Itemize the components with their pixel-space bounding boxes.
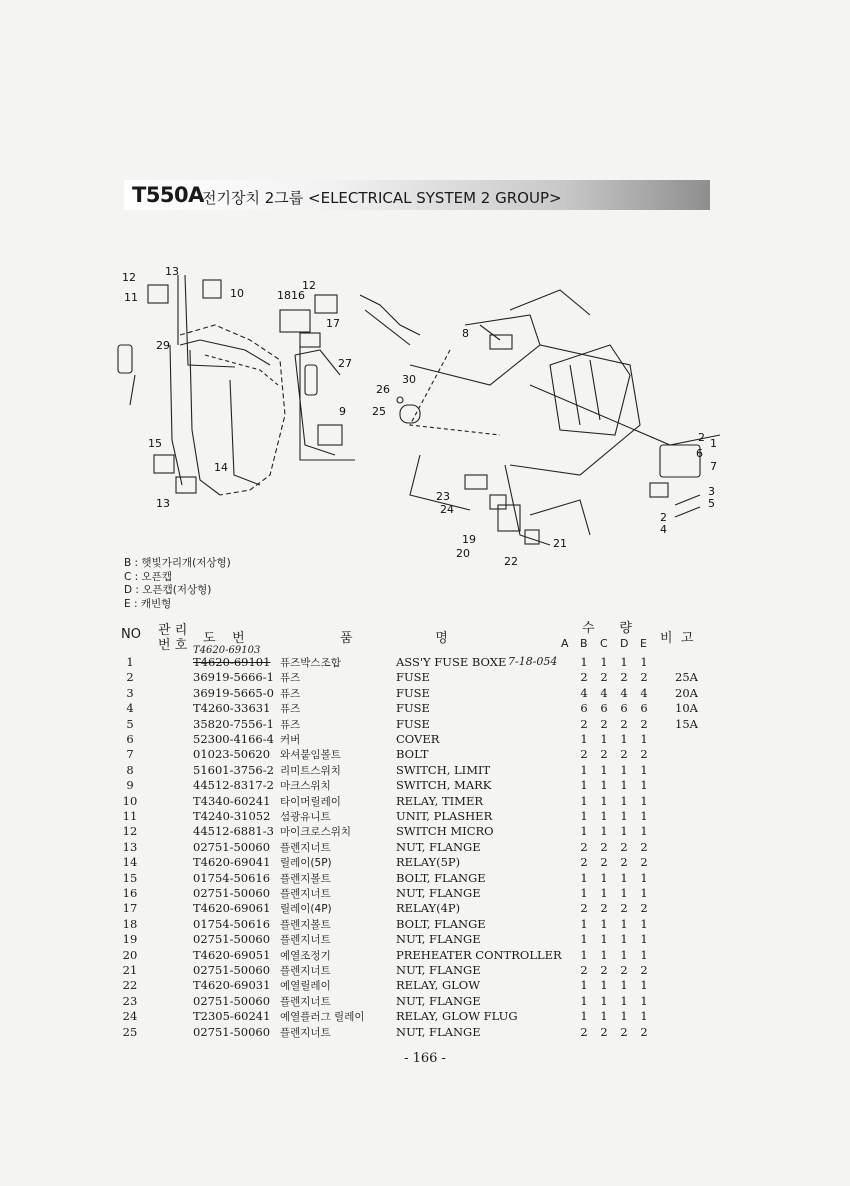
row-number: 10	[122, 793, 138, 808]
part-name-english: BOLT, FLANGE	[396, 916, 486, 931]
callout-3: 3	[708, 485, 715, 498]
quantity: 1	[600, 916, 608, 931]
quantity: 1	[620, 916, 628, 931]
row-number: 1	[126, 655, 134, 669]
header-qty: 수 량	[582, 621, 632, 636]
header-col-a: A	[561, 637, 569, 650]
callout-2a: 2	[698, 431, 705, 444]
part-name-korean: 예열릴레이	[280, 980, 331, 993]
part-name-korean: 타이머릴레이	[280, 795, 341, 808]
header-remark: 비 고	[660, 631, 694, 646]
quantity: 1	[640, 793, 648, 808]
row-number: 8	[126, 762, 134, 777]
quantity: 1	[640, 947, 648, 962]
callout-5: 5	[708, 497, 715, 510]
part-name-korean: 와셔붙임볼트	[280, 749, 341, 762]
quantity: 1	[580, 762, 588, 777]
quantity: 2	[580, 747, 588, 762]
part-name-english: NUT, FLANGE	[396, 1024, 481, 1039]
quantity: 1	[600, 993, 608, 1008]
callout-4: 4	[660, 523, 667, 536]
callout-30: 30	[402, 373, 416, 386]
quantity: 1	[620, 655, 628, 669]
callout-9: 9	[339, 405, 346, 418]
remark: 10A	[675, 701, 698, 716]
part-number: T4620-69061	[193, 901, 271, 916]
part-name-english: NUT, FLANGE	[396, 963, 481, 977]
part-name-english: FUSE	[396, 685, 430, 700]
quantity: 1	[620, 778, 628, 793]
part-name-english: NUT, FLANGE	[396, 932, 481, 947]
callout-13: 13	[165, 265, 179, 278]
quantity: 6	[580, 701, 588, 716]
quantity: 1	[600, 793, 608, 808]
part-name-english: BOLT, FLANGE	[396, 870, 486, 885]
row-number: 22	[122, 978, 138, 993]
legend-item: D : 오픈캡(저상형)	[124, 584, 212, 596]
callout-12b: 12	[302, 279, 316, 292]
quantity: 1	[600, 1009, 608, 1024]
row-number: 18	[122, 916, 138, 931]
part-name-korean: 플렌지너트	[280, 965, 331, 977]
quantity: 1	[580, 870, 588, 885]
quantity: 1	[600, 732, 608, 746]
part-name-korean: 마크스위치	[280, 780, 331, 793]
callout-19: 18	[277, 289, 291, 302]
part-number: 36919-5665-0	[193, 685, 274, 700]
part-name-korean: 릴레이(5P)	[280, 857, 332, 870]
header-col-d: D	[620, 637, 629, 650]
row-number: 15	[122, 870, 138, 885]
callout-22: 21	[553, 537, 567, 550]
legend-item: B : 햇빛가리개(저상형)	[124, 557, 231, 569]
header-name: 품 명	[340, 631, 448, 646]
callout-23: 22	[504, 555, 518, 568]
part-name-korean: 플렌지너트	[280, 841, 331, 854]
part-number: 02751-50060	[193, 963, 271, 977]
quantity: 2	[620, 839, 628, 854]
quantity: 2	[600, 839, 608, 854]
row-number: 2	[126, 670, 134, 685]
part-number: 02751-50060	[193, 886, 271, 900]
row-number: 13	[122, 839, 138, 854]
quantity: 1	[620, 932, 628, 947]
part-name-korean: 플렌지너트	[280, 888, 331, 900]
part-name-english: ASS'Y FUSE BOXE	[396, 655, 507, 669]
quantity: 1	[640, 778, 648, 793]
quantity: 1	[640, 993, 648, 1008]
part-name-english: NUT, FLANGE	[396, 886, 481, 900]
quantity: 6	[620, 701, 628, 716]
section-title: 전기장치 2그룹 <ELECTRICAL SYSTEM 2 GROUP>	[202, 189, 562, 207]
part-number: 52300-4166-4	[193, 732, 274, 746]
quantity: 1	[620, 809, 628, 823]
part-name-korean: 플렌지볼트	[280, 872, 331, 885]
row-number: 9	[126, 778, 134, 793]
quantity: 1	[600, 947, 608, 962]
row-number: 5	[126, 716, 134, 731]
part-name-korean: 섬광유니트	[280, 811, 331, 823]
part-name-english: SWITCH MICRO	[396, 824, 494, 839]
part-number: 02751-50060	[193, 932, 271, 947]
quantity: 2	[600, 670, 608, 685]
part-number: 44512-6881-3	[193, 824, 274, 839]
part-number: T4620-69031	[193, 978, 271, 993]
header-col-c: C	[600, 637, 608, 650]
quantity: 1	[580, 824, 588, 839]
part-name-english: NUT, FLANGE	[396, 839, 481, 854]
part-name-english: RELAY, TIMER	[396, 793, 483, 808]
quantity: 2	[580, 901, 588, 916]
quantity: 2	[600, 855, 608, 870]
quantity: 1	[620, 793, 628, 808]
callout-17: 16	[291, 289, 305, 302]
quantity: 2	[620, 716, 628, 731]
callout-20: 19	[462, 533, 476, 546]
row-number: 25	[122, 1024, 138, 1039]
part-name-korean: 마이크로스위치	[280, 826, 352, 839]
part-number: T4240-31052	[193, 809, 271, 823]
quantity: 1	[620, 947, 628, 962]
quantity: 2	[620, 901, 628, 916]
part-name-english: PREHEATER CONTROLLER	[396, 947, 562, 962]
quantity: 1	[640, 870, 648, 885]
quantity: 1	[600, 655, 608, 669]
quantity: 4	[580, 685, 588, 700]
quantity: 2	[640, 716, 648, 731]
part-name-english: RELAY, GLOW	[396, 978, 481, 993]
quantity: 2	[640, 963, 648, 977]
row-number: 23	[122, 993, 138, 1008]
callout-15: 14	[214, 461, 228, 474]
part-name-english: RELAY(4P)	[396, 901, 461, 916]
row-number: 20	[122, 947, 138, 962]
quantity: 1	[600, 762, 608, 777]
quantity: 1	[600, 978, 608, 993]
callout-16: 15	[148, 437, 162, 450]
quantity: 1	[600, 809, 608, 823]
model-code: T550A	[132, 183, 204, 207]
part-number: T4620-69051	[193, 947, 271, 962]
handwritten-side-note: 7-18-054	[508, 655, 558, 668]
row-number: 19	[122, 932, 138, 947]
quantity: 2	[640, 839, 648, 854]
callout-10: 10	[230, 287, 244, 300]
part-name-korean: 릴레이(4P)	[280, 903, 332, 916]
quantity: 2	[580, 855, 588, 870]
quantity: 1	[580, 732, 588, 746]
row-number: 21	[122, 963, 138, 977]
header-col-b: B	[580, 637, 588, 650]
quantity: 1	[580, 978, 588, 993]
quantity: 2	[620, 1024, 628, 1039]
quantity: 1	[600, 886, 608, 900]
callout-28: 27	[338, 357, 352, 370]
header-mgmt-1: 관 리	[158, 623, 188, 638]
quantity: 1	[620, 732, 628, 746]
quantity: 1	[640, 978, 648, 993]
row-number: 6	[126, 732, 134, 746]
quantity: 2	[580, 716, 588, 731]
handwritten-part-note: T4620-69103	[193, 645, 261, 656]
quantity: 1	[640, 824, 648, 839]
quantity: 1	[620, 993, 628, 1008]
quantity: 2	[640, 670, 648, 685]
part-name-english: RELAY, GLOW FLUG	[396, 1009, 518, 1024]
quantity: 1	[620, 870, 628, 885]
quantity: 1	[640, 762, 648, 777]
part-number: 01754-50616	[193, 870, 271, 885]
quantity: 1	[580, 809, 588, 823]
part-name-korean: 리미트스위치	[280, 764, 341, 777]
part-name-korean: 퓨즈	[280, 687, 301, 700]
quantity: 1	[600, 932, 608, 947]
quantity: 1	[620, 824, 628, 839]
quantity: 1	[640, 932, 648, 947]
part-name-korean: 플렌지너트	[280, 995, 331, 1008]
row-number: 12	[122, 824, 138, 839]
quantity: 4	[600, 685, 608, 700]
quantity: 1	[620, 886, 628, 900]
part-name-english: NUT, FLANGE	[396, 993, 481, 1008]
row-number: 7	[126, 747, 134, 762]
callout-24: 23	[436, 490, 450, 503]
part-number: T4620-69101	[193, 655, 271, 669]
quantity: 2	[580, 1024, 588, 1039]
quantity: 2	[640, 747, 648, 762]
quantity: 2	[620, 747, 628, 762]
row-number: 11	[122, 809, 138, 823]
part-name-korean: 플렌지너트	[280, 934, 331, 947]
exploded-parts-diagram	[110, 255, 730, 575]
callout-7: 7	[710, 460, 717, 473]
quantity: 2	[600, 901, 608, 916]
header-no: NO	[121, 627, 141, 642]
quantity: 4	[620, 685, 628, 700]
remark: 15A	[675, 716, 698, 731]
part-name-korean: 예열플러그 릴레이	[280, 1011, 365, 1024]
quantity: 1	[640, 1009, 648, 1024]
callout-12a: 12	[122, 271, 136, 284]
quantity: 2	[580, 963, 588, 977]
remark: 20A	[675, 685, 698, 700]
part-number: 51601-3756-2	[193, 762, 274, 777]
quantity: 6	[600, 701, 608, 716]
callout-26: 25	[372, 405, 386, 418]
quantity: 1	[580, 886, 588, 900]
quantity: 1	[580, 993, 588, 1008]
quantity: 2	[620, 670, 628, 685]
callout-27: 26	[376, 383, 390, 396]
quantity: 1	[640, 916, 648, 931]
quantity: 6	[640, 701, 648, 716]
row-number: 16	[122, 886, 138, 900]
row-number: 24	[122, 1009, 138, 1024]
callout-29: 29	[156, 339, 170, 352]
part-name-english: FUSE	[396, 701, 430, 716]
quantity: 2	[600, 963, 608, 977]
remark: 25A	[675, 670, 698, 685]
quantity: 1	[620, 978, 628, 993]
quantity: 2	[640, 855, 648, 870]
callout-14: 13	[156, 497, 170, 510]
quantity: 1	[640, 886, 648, 900]
quantity: 2	[640, 1024, 648, 1039]
part-name-korean: 플렌지볼트	[280, 918, 331, 931]
quantity: 2	[600, 747, 608, 762]
part-number: 35820-7556-1	[193, 716, 274, 731]
callout-6: 6	[696, 447, 703, 460]
part-name-english: SWITCH, LIMIT	[396, 762, 491, 777]
part-number: T4260-33631	[193, 701, 271, 716]
header-part-no: 도 번	[203, 631, 245, 646]
quantity: 2	[640, 901, 648, 916]
part-name-korean: 퓨즈	[280, 672, 301, 685]
part-name-korean: 커버	[280, 734, 301, 746]
callout-25: 24	[440, 503, 454, 516]
legend-item: C : 오픈캡	[124, 570, 172, 583]
quantity: 1	[600, 778, 608, 793]
part-number: 02751-50060	[193, 993, 271, 1008]
page-number: - 166 -	[404, 1051, 446, 1066]
row-number: 17	[122, 901, 138, 916]
header-col-e: E	[640, 637, 647, 650]
quantity: 1	[580, 947, 588, 962]
part-name-korean: 퓨즈	[280, 703, 301, 716]
quantity: 1	[600, 824, 608, 839]
quantity: 1	[620, 1009, 628, 1024]
part-name-english: FUSE	[396, 716, 430, 731]
title-bar	[124, 180, 710, 210]
part-number: T2305-60241	[193, 1009, 271, 1024]
part-name-korean: 퓨즈박스조합	[280, 657, 341, 669]
part-name-english: UNIT, PLASHER	[396, 809, 493, 823]
quantity: 1	[640, 732, 648, 746]
header-mgmt-2: 번 호	[158, 638, 188, 653]
quantity: 2	[580, 839, 588, 854]
part-name-english: FUSE	[396, 670, 430, 685]
callout-8: 8	[462, 327, 469, 340]
quantity: 1	[580, 778, 588, 793]
row-number: 3	[126, 685, 134, 700]
quantity: 2	[620, 855, 628, 870]
callout-1: 1	[710, 437, 717, 450]
quantity: 2	[600, 1024, 608, 1039]
quantity: 4	[640, 685, 648, 700]
part-name-english: RELAY(5P)	[396, 855, 461, 870]
part-number: 02751-50060	[193, 1024, 271, 1039]
quantity: 1	[580, 793, 588, 808]
part-name-english: SWITCH, MARK	[396, 778, 492, 793]
row-number: 14	[122, 855, 138, 870]
quantity: 2	[600, 716, 608, 731]
part-number: 02751-50060	[193, 839, 271, 854]
part-name-korean: 플렌지너트	[280, 1026, 331, 1039]
quantity: 1	[580, 932, 588, 947]
row-number: 4	[126, 701, 134, 716]
quantity: 1	[600, 870, 608, 885]
quantity: 1	[580, 655, 588, 669]
part-number: T4620-69041	[193, 855, 271, 870]
quantity: 1	[580, 1009, 588, 1024]
callout-21: 20	[456, 547, 470, 560]
part-number: 01023-50620	[193, 747, 271, 762]
quantity: 2	[580, 670, 588, 685]
callout-11: 11	[124, 291, 138, 304]
variant-legend	[124, 557, 231, 611]
part-name-english: COVER	[396, 732, 440, 746]
quantity: 1	[620, 762, 628, 777]
part-name-english: BOLT	[396, 747, 429, 762]
quantity: 1	[580, 916, 588, 931]
quantity: 2	[620, 963, 628, 977]
part-number: 36919-5666-1	[193, 670, 274, 685]
part-number: T4340-60241	[193, 793, 271, 808]
part-name-korean: 퓨즈	[280, 718, 301, 731]
quantity: 1	[640, 809, 648, 823]
callout-18: 17	[326, 317, 340, 330]
quantity: 1	[640, 655, 648, 669]
part-name-korean: 예열조정기	[280, 949, 331, 962]
legend-item: E : 캐빈형	[124, 597, 172, 610]
callout-2b: 2	[660, 511, 667, 524]
part-number: 44512-8317-2	[193, 778, 274, 793]
part-number: 01754-50616	[193, 916, 271, 931]
